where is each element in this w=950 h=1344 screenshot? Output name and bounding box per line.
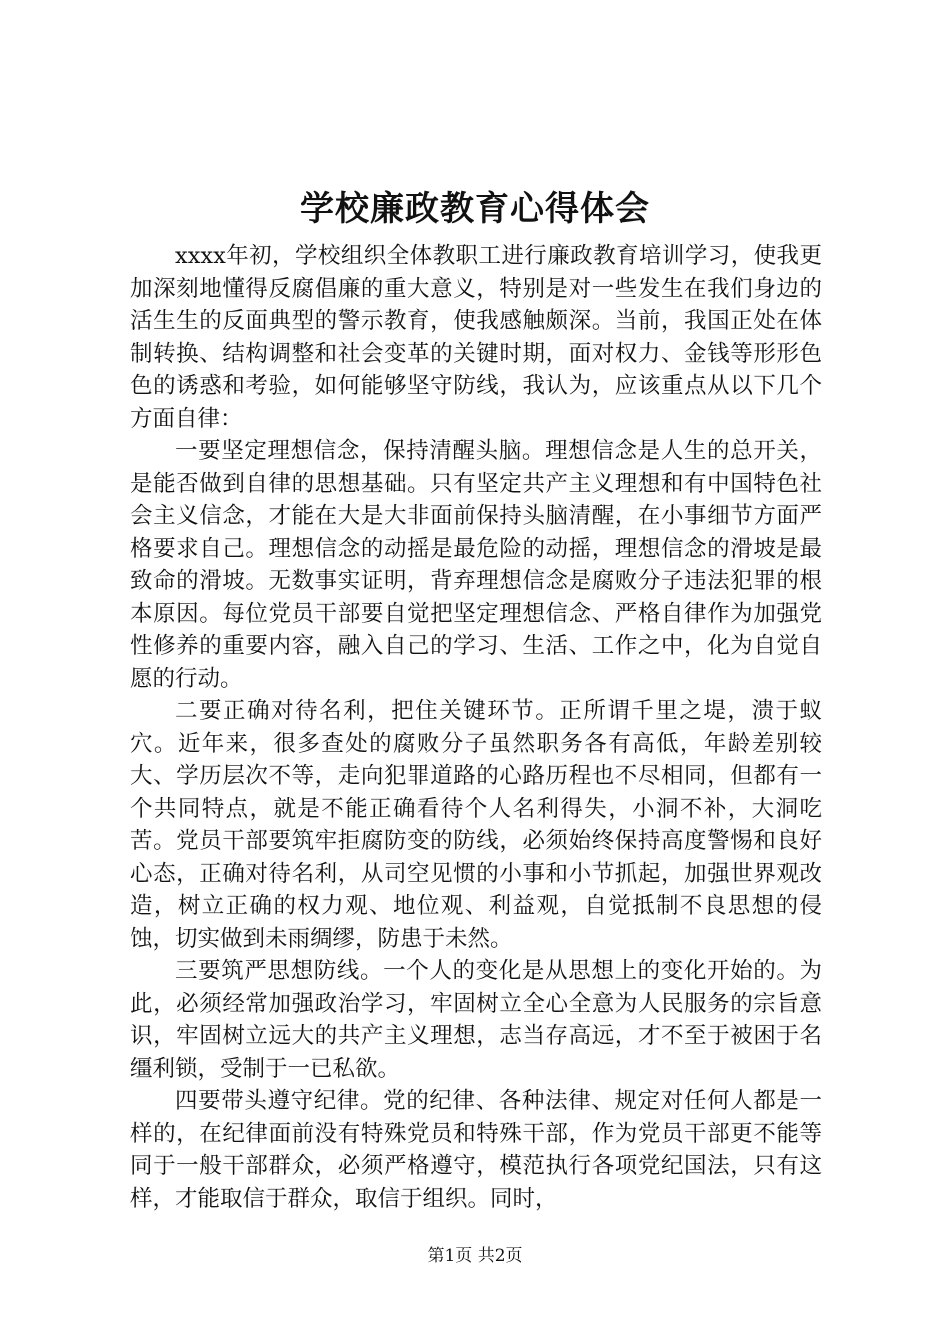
document-body bbox=[130, 240, 822, 1215]
page-footer-indicator: 第1页 共2页 bbox=[427, 1246, 523, 1266]
document-title: 学校廉政教育心得体会 bbox=[300, 189, 650, 229]
paragraph-point-1: 一要坚定理想信念，保持清醒头脑。理想信念是人生的总开关，是能否做到自律的思想基础。只有坚定共产主义理想和有中国特色社会主义信念，才能在大是大非面前保持头脑清醒，在小事细节方面严格要求自己。理想信念的动摇是最危险的动摇，理想信念的滑坡是最致命的滑坡。无数事实证明，背弃理想信念是腐败分子违法犯罪的根本原因。每位党员干部要自觉把坚定理想信念、严格自律作为加强党性修养的重要内容，融入自己的学习、生活、工作之中，化为自觉自愿的行动。 bbox=[130, 438, 822, 692]
paragraph-point-3: 三要筑严思想防线。一个人的变化是从思想上的变化开始的。为此，必须经常加强政治学习，牢固树立全心全意为人民服务的宗旨意识，牢固树立远大的共产主义理想，志当存高远，才不至于被困于名缰利锁，受制于一已私欲。 bbox=[130, 958, 822, 1082]
paragraph-intro: xxxx年初，学校组织全体教职工进行廉政教育培训学习，使我更加深刻地懂得反腐倡廉的重大意义，特别是对一些发生在我们身边的活生生的反面典型的警示教育，使我感触颇深。当前，我国正处在体制转换、结构调整和社会变革的关键时期，面对权力、金钱等形形色色的诱惑和考验，如何能够坚守防线，我认为，应该重点从以下几个方面自律： bbox=[130, 243, 822, 432]
paragraph-point-4: 四要带头遵守纪律。党的纪律、各种法律、规定对任何人都是一样的，在纪律面前没有特殊党员和特殊干部，作为党员干部更不能等同于一般干部群众，必须严格遵守，模范执行各项党纪国法，只有这样，才能取信于群众，取信于组织。同时， bbox=[130, 1088, 822, 1212]
paragraph-point-2: 二要正确对待名利，把住关键环节。正所谓千里之堤，溃于蚁穴。近年来，很多查处的腐败分子虽然职务各有高低，年龄差别较大、学历层次不等，走向犯罪道路的心路历程也不尽相同，但都有一个共同特点，就是不能正确看待个人名利得失，小洞不补，大洞吃苦。党员干部要筑牢拒腐防变的防线，必须始终保持高度警惕和良好心态，正确对待名利，从司空见惯的小事和小节抓起，加强世界观改造，树立正确的权力观、地位观、利益观，自觉抵制不良思想的侵蚀，切实做到未雨绸缪，防患于未然。 bbox=[130, 698, 822, 952]
